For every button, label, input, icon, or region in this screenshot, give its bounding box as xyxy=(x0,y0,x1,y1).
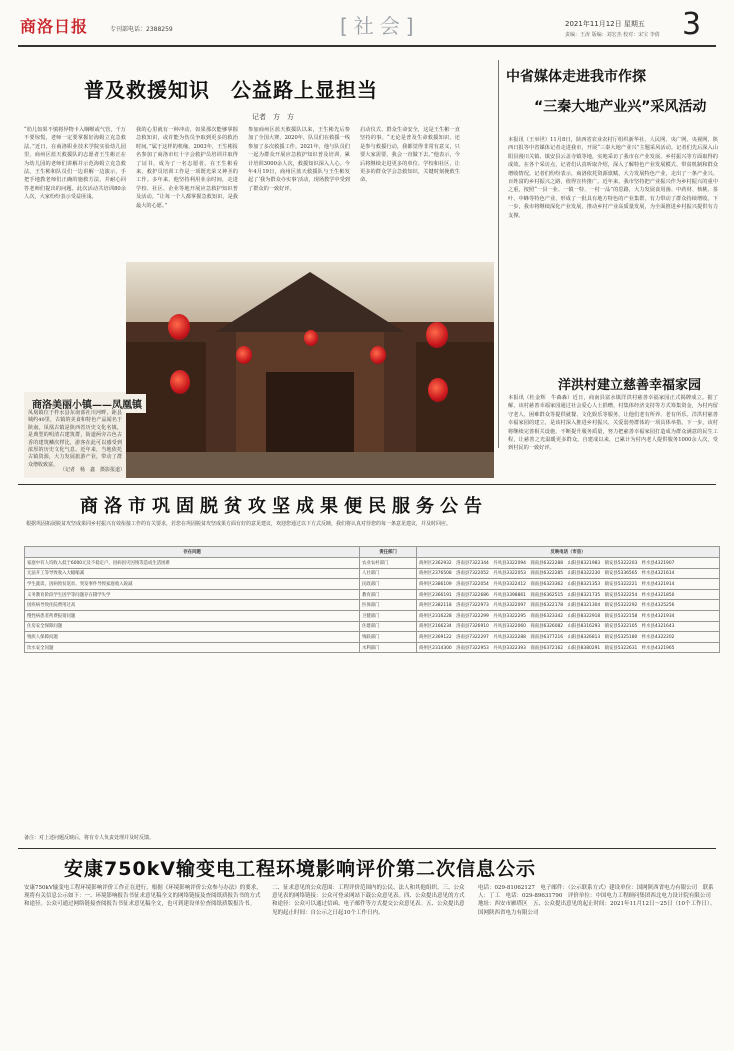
yanghong-body: 本报讯（杜金辉 牛森森）近日，商南县富水镇洋洪村慈善幸福家园正式揭牌成立。据了解，该村慈善幸福家园通过社会爱心人士捐赠、村集体经济支持等方式筹集资金，为村内留守老人、困难群众等提供就餐、文化娱乐等服务，让他们老有所养、老有所乐。洋洪村慈善幸福家园的建立，是该村深入推进乡村振兴、关爱弱势群体的一项具体举措。下一步，该村将继续完善相关设施，不断提升服务质量，努力把慈善幸福家园打造成为群众满意的民生工程，让慈善之光温暖更多群众。自建成以来，已累计为村内老人提供服务1000余人次，受到村民的一致好评。 xyxy=(508,395,718,452)
table-header-dept: 责任部门 xyxy=(360,547,417,558)
town-photo xyxy=(126,262,494,478)
table-cell-phones: 商州区2314300 洛南县7322953 丹凤县3322393 商南县6372162 山阳县8380291 镇安县5322631 柞水县4321965 xyxy=(417,642,720,653)
table-cell-dept: 医保部门 xyxy=(360,600,417,611)
yanghong-title: 洋洪村建立慈善幸福家园 xyxy=(558,378,702,393)
table-cell-phones: 商州区2369122 洛南县7322297 丹凤县3322288 商南县6377216 山阳县8326813 镇安县5325180 柞水县4322202 xyxy=(417,632,720,643)
top-rule xyxy=(18,45,716,47)
table-cell-phones: 商州区2376508 洛南县7322052 丹凤县3322053 商南县6322285 山阳县8322230 镇安县5336565 柞水县4321614 xyxy=(417,568,720,579)
section-rule xyxy=(18,848,716,849)
lantern-icon xyxy=(304,330,318,346)
lead-article-col3: 参加商州区蓝天救援队以来，王生彬先后参加了全国大赛、2020年，队员们在救援一线参加了多次救援工作。2021年，他与队员们一起为群众开展应急救护知识普及培训，累计培训3000余人次，救援知识深入人心。今年4月19日，商州区蓝天救援队与王生彬发起了‘我为群众办实事’活动，现场教学中受到了群众的一致好评。 xyxy=(248,127,350,192)
table-cell-dept: 残联部门 xyxy=(360,632,417,643)
table-cell-problem: 慢性病患者药费报销问题 xyxy=(25,610,360,621)
table-row xyxy=(25,632,720,643)
newspaper-logo: 商洛日报 xyxy=(20,17,89,36)
page-number: 3 xyxy=(682,7,702,42)
table-header-row xyxy=(25,547,720,558)
lantern-icon xyxy=(428,378,448,402)
table-row xyxy=(25,621,720,632)
table-cell-problem: 无法开工等导致收入大幅缩减 xyxy=(25,568,360,579)
lead-article-col4: 启动仪式、群众生命安全，这是王生彬一直坚持的事。“无论是普及生命救援知识，还是参与救援行动，我都觉得非常有意义，只要大家需要，我会一直做下去。”他表示，今后将继续走进更多的单位、学校和社区，让更多的群众学会急救知识，关键时刻挽救生命。 xyxy=(360,127,460,184)
announcement-table-wrap xyxy=(24,546,716,653)
table-cell-dept: 民政部门 xyxy=(360,579,417,590)
ankang-col3: 电话：029-81062127 电子邮件：（公示联系方式）建设单位：国网陕西省电力有限公司 联系人：丁工 电话：029-89631790 评价单位：中国电力工程顾问集团西北电力设计院有限公司 地址：西安市雁塔区 五、公众提出意见的起止时间：2021年11月12日～25日（10个工作日）。国网陕西省电力有限公司 xyxy=(478,885,717,916)
table-row xyxy=(25,579,720,590)
photo-feature-title: 商洛美丽小镇——凤凰镇 xyxy=(28,394,146,413)
lantern-icon xyxy=(168,314,190,340)
table-cell-problem: 学生就读、因病致贫返贫、突发事件导致家庭收入锐减 xyxy=(25,579,360,590)
section-title: [社会] xyxy=(340,14,420,38)
table-cell-phones: 商州区2316228 洛南县7322299 丹凤县3322295 商南县6323342 山阳县8322918 镇安县5322158 柞水县4321934 xyxy=(417,610,720,621)
lantern-icon xyxy=(236,346,252,364)
editors-line: 责编：王涛 版编：刘宏杰 校对：宋宝 李倩 xyxy=(565,32,660,38)
table-cell-dept: 教育部门 xyxy=(360,589,417,600)
table-cell-problem: 饮水安全问题 xyxy=(25,642,360,653)
table-row xyxy=(25,642,720,653)
table-cell-dept: 农业农村部门 xyxy=(360,558,417,569)
masthead xyxy=(0,0,734,44)
column-divider xyxy=(498,60,499,448)
lead-article-col1: “幼儿如果不慎将异物卡入咽喉或气管，千万不要惊慌，老师一定要掌握好海姆立克急救法。”近日，在商洛职业技术学院实验幼儿园里，商州区蓝天救援队的志愿者王生彬正在为幼儿园的老师们讲解并示范海姆立克急救法。王生彬和队员们一边讲解一边演示，手把手地教老师们正确的施救方法，并耐心回答老师们提出的问题。此次活动共培训80余人次，大家纷纷表示受益匪浅。 xyxy=(24,127,126,201)
lead-article-byline: 记者 方 方 xyxy=(252,113,294,121)
ankang-col2: 二、征求意见的公众范围：工程评价范围内的公民、法人和其他组织。三、公众意见表的网络链接：公众可登录网站下载公众意见表。四、公众提出意见的方式和途径：公众可以通过信函、电子邮件等方式提交公众意见表。五、公众提出意见的起止时间：自公示之日起10个工作日内。 xyxy=(272,885,465,916)
table-cell-phones: 商州区2386109 洛南县7322054 丹凤县3322412 商南县6323362 山阳县8321353 镇安县5322221 柞水县4321914 xyxy=(417,579,720,590)
announcement-intro: 根据巩固拓展脱贫攻坚成果同乡村振兴有效衔接工作的有关要求，若您在巩固脱贫攻坚成果方面有好的意见建议，欢迎您通过以下方式反映，我们将认真对待您的每一条意见建议，并及时回应。 xyxy=(26,521,452,527)
lantern-icon xyxy=(370,346,386,364)
lead-article-title: 普及救援知识 公益路上显担当 xyxy=(84,78,378,102)
table-cell-dept: 卫健部门 xyxy=(360,610,417,621)
photo-feature-credit: （记者 杨 鑫 摄影报道） xyxy=(60,467,126,473)
table-row xyxy=(25,568,720,579)
issue-date: 2021年11月12日 星期五 xyxy=(565,20,645,28)
announcement-table xyxy=(24,546,720,653)
table-cell-phones: 商州区2382118 洛南县7322973 丹凤县3322097 商南县6322178 山阳县8321304 镇安县5322292 柞水县4325256 xyxy=(417,600,720,611)
photo-feature-caption: 凤凰镇位于柞水县东南部社川河畔，距县城约40里，古镇的美食和特色产品闻名于陕南。凤凰古镇是陕西省历史文化名镇，是典型的明清古建筑群，街道两旁古色古香的建筑鳞次栉比，游客在此可以感受到浓厚的历史文化气息。近年来，当地依托古镇资源，大力发展旅游产业，带动了群众增收致富。 xyxy=(28,410,122,468)
table-row xyxy=(25,600,720,611)
ankang-title: 安康750kV输变电工程环境影响评价第二次信息公示 xyxy=(64,858,537,880)
table-cell-phones: 商州区2362932 洛南县7322344 丹凤县3322094 商南县6322288 山阳县8321983 镇安县5322203 柞水县4321907 xyxy=(417,558,720,569)
lantern-icon xyxy=(170,370,190,394)
table-cell-problem: 残疾人保障问题 xyxy=(25,632,360,643)
lantern-icon xyxy=(426,322,448,348)
table-row xyxy=(25,589,720,600)
table-cell-dept: 住建部门 xyxy=(360,621,417,632)
media-article-body: 本报讯（王举世）11月8日，陕西省农业农村厅组织新华社、人民网、央广网、央视网、陕西日报等中省媒体记者走进我市，开展“三秦大地产业兴”主题采风活动。记者们先后深入山阳县漫川关镇、镇安县云盖寺镇等地，实地采访了我市在产业发展、乡村振兴等方面取得的成效。在各个采访点，记者们认真听取介绍，深入了解特色产业发展模式、带贫机制和群众增收情况。记者们纷纷表示，商洛依托资源禀赋，大力发展特色产业，走出了一条产业兴、百姓富的乡村振兴之路，值得宣传推广。近年来，我市坚持把产业振兴作为乡村振兴的重中之重，按照“一县一业、一镇一特、一村一品”的思路，大力发展食用菌、中药材、核桃、茶叶、中蜂等特色产业，形成了一批具有地方特色的产业集群，有力带动了群众持续增收。下一步，我市将继续深化产业发展，推动乡村产业高质量发展，为全面推进乡村振兴提供有力支撑。 xyxy=(508,137,718,219)
media-title-line2: “三秦大地产业兴”采风活动 xyxy=(534,99,707,115)
lead-article-col2: 我的心里就有一种冲动，如果那次能够掌握急救知识，或许能为伤员争取到更多的救治时间。”属于这样的机缘，2003年，王生彬报名参加了商洛市红十字会救护员培训并取得了证书，成为了一名志愿者。在王生彬看来，救护员培训工作是一项既光荣又神圣的工作。多年来，他坚持利用业余时间，走进学校、社区、企业等地开展应急救护知识普及活动。“让每一个人都掌握急救知识，是我最大的心愿。” xyxy=(136,127,238,209)
ankang-col1: 安康750kV输变电工程环境影响评价工作正在进行，根据《环境影响评价公众参与办法》的要求，现将有关信息公示如下：一、环境影响报告书征求意见稿全文的网络链接及查阅纸质报告书的方式和途径。公众可通过网络链接查阅报告书征求意见稿全文，也可到建设单位查阅纸质版报告书。 xyxy=(24,885,262,908)
table-cell-problem: 义务教育阶段学生因学等问题存在辍学失学 xyxy=(25,589,360,600)
section-rule xyxy=(18,484,716,485)
table-cell-problem: 住房安全保障问题 xyxy=(25,621,360,632)
table-cell-dept: 水利部门 xyxy=(360,642,417,653)
table-cell-problem: 因疾病导致住院费用过高 xyxy=(25,600,360,611)
announcement-footer: 备注：对上述问题反映后，将有专人负责处理并及时反馈。 xyxy=(24,835,155,841)
table-row xyxy=(25,558,720,569)
table-header-phones: 反映电话（市县） xyxy=(417,547,720,558)
table-row xyxy=(25,610,720,621)
media-title-line1: 中省媒体走进我市作探 xyxy=(506,69,646,85)
table-cell-phones: 商州区2366191 洛南县7322686 丹凤县3398861 商南县6362515 山阳县8321735 镇安县5322254 柞水县4321850 xyxy=(417,589,720,600)
table-cell-dept: 人社部门 xyxy=(360,568,417,579)
table-cell-problem: 家庭中有人均收入低于6000元及不稳定户，因病因灾因残等造成生活困难 xyxy=(25,558,360,569)
table-cell-phones: 商州区2166234 洛南县7326910 丹凤县3322060 商南县6326082 山阳县8316293 镇安县5322105 柞水县4321643 xyxy=(417,621,720,632)
announcement-title: 商洛市巩固脱贫攻坚成果便民服务公告 xyxy=(80,496,488,517)
hotline: 专刊部电话：2388259 xyxy=(110,26,173,33)
table-header-problem: 存在问题 xyxy=(25,547,360,558)
